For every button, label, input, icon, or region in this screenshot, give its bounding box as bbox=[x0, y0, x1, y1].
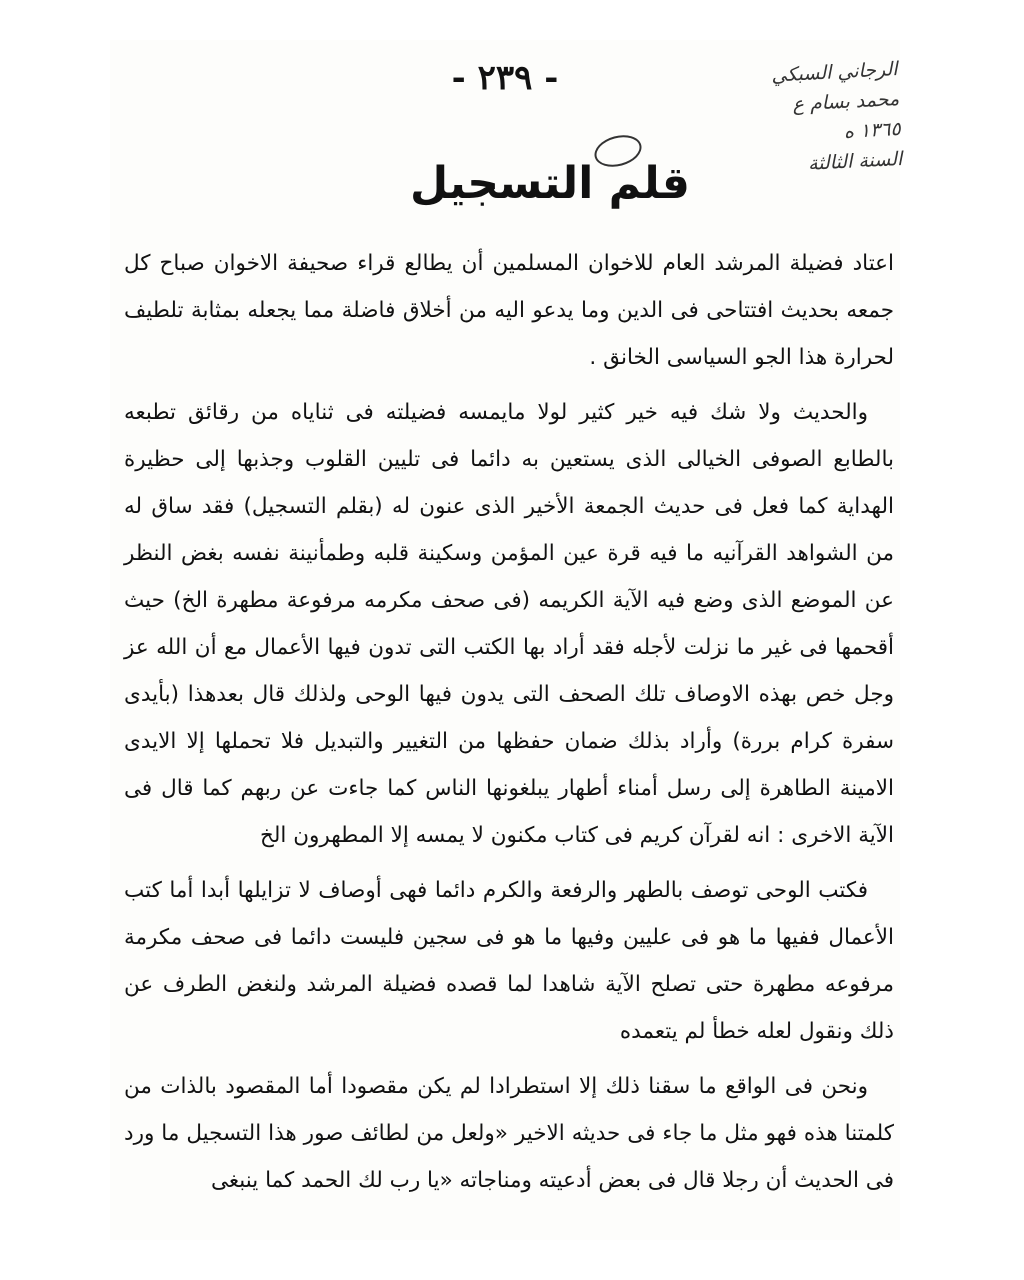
page-number: - ٢٣٩ - bbox=[451, 58, 559, 98]
body-paragraph: فكتب الوحى توصف بالطهر والرفعة والكرم دائما فهى أوصاف لا تزايلها أبدا أما كتب الأعمال ففيها ما هو فى عليين وفيها ما هو فى سجين فليست دائما فى صحف مكرمة مرفوعه مطهرة حتى تصلح الآية شاهدا لما قصده فضيلة المرشد ولنغض الطرف عن ذلك ونقول لعله خطأ لم يتعمده bbox=[124, 878, 894, 1044]
article-title: قلم التسجيل bbox=[410, 158, 690, 209]
body-paragraph: اعتاد فضيلة المرشد العام للاخوان المسلمين أن يطالع قراء صحيفة الاخوان صباح كل جمعه بحديث افتتاحى فى الدين وما يدعو اليه من أخلاق فاضلة مما يجعله بمثابة تلطيف لحرارة هذا الجو السياسى الخانق . bbox=[124, 251, 894, 370]
article-body bbox=[124, 240, 894, 1212]
handwritten-line: محمد بسام ع bbox=[792, 88, 900, 116]
body-paragraph: ونحن فى الواقع ما سقنا ذلك إلا استطرادا لم يكن مقصودا أما المقصود بالذات من كلمتنا هذه فهو مثل ما جاء فى حديثه الاخير «ولعل من لطائف صور هذا التسجيل ما ورد فى الحديث أن رجلا قال فى بعض أدعيته ومناجاته «يا رب لك الحمد كما ينبغى bbox=[124, 1074, 894, 1193]
handwritten-line: السنة الثالثة bbox=[807, 147, 903, 175]
body-paragraph: والحديث ولا شك فيه خير كثير لولا مايمسه فضيلته فى ثناياه من رقائق تطبعه بالطابع الصوفى الخيالى الذى يستعين به دائما فى تليين القلوب وجذبها إلى حظيرة الهداية كما فعل فى حديث الجمعة الأخير الذى عنون له (بقلم التسجيل) فقد ساق له من الشواهد القرآنيه ما فيه قرة عين المؤمن وسكينة قلبه وطمأنينة نفسه بغض النظر عن الموضع الذى وضع فيه الآية الكريمه (فى صحف مكرمه مرفوعة مطهرة الخ) حيث أقحمها فى غير ما نزلت لأجله فقد أراد بها الكتب التى تدون فيها الأعمال مع أن الله عز وجل خص بهذه الاوصاف تلك الصحف التى يدون فيها الوحى ولذلك قال بعدهذا (بأيدى سفرة كرام بررة) وأراد بذلك ضمان حفظها من التغيير والتبديل فلا تحملها إلا الايدى الامينة الطاهرة إلى رسل أمناء أطهار يبلغونها الناس كما جاءت عن ربهم كما قال فى الآية الاخرى : انه لقرآن كريم فى كتاب مكنون لا يمسه إلا المطهرون الخ bbox=[124, 400, 894, 848]
handwritten-annotation bbox=[667, 54, 903, 186]
document-page bbox=[110, 40, 903, 1240]
handwritten-line: الرجاني السبكي bbox=[770, 58, 899, 87]
handwritten-line: ١٣٦٥ ه bbox=[843, 117, 902, 143]
